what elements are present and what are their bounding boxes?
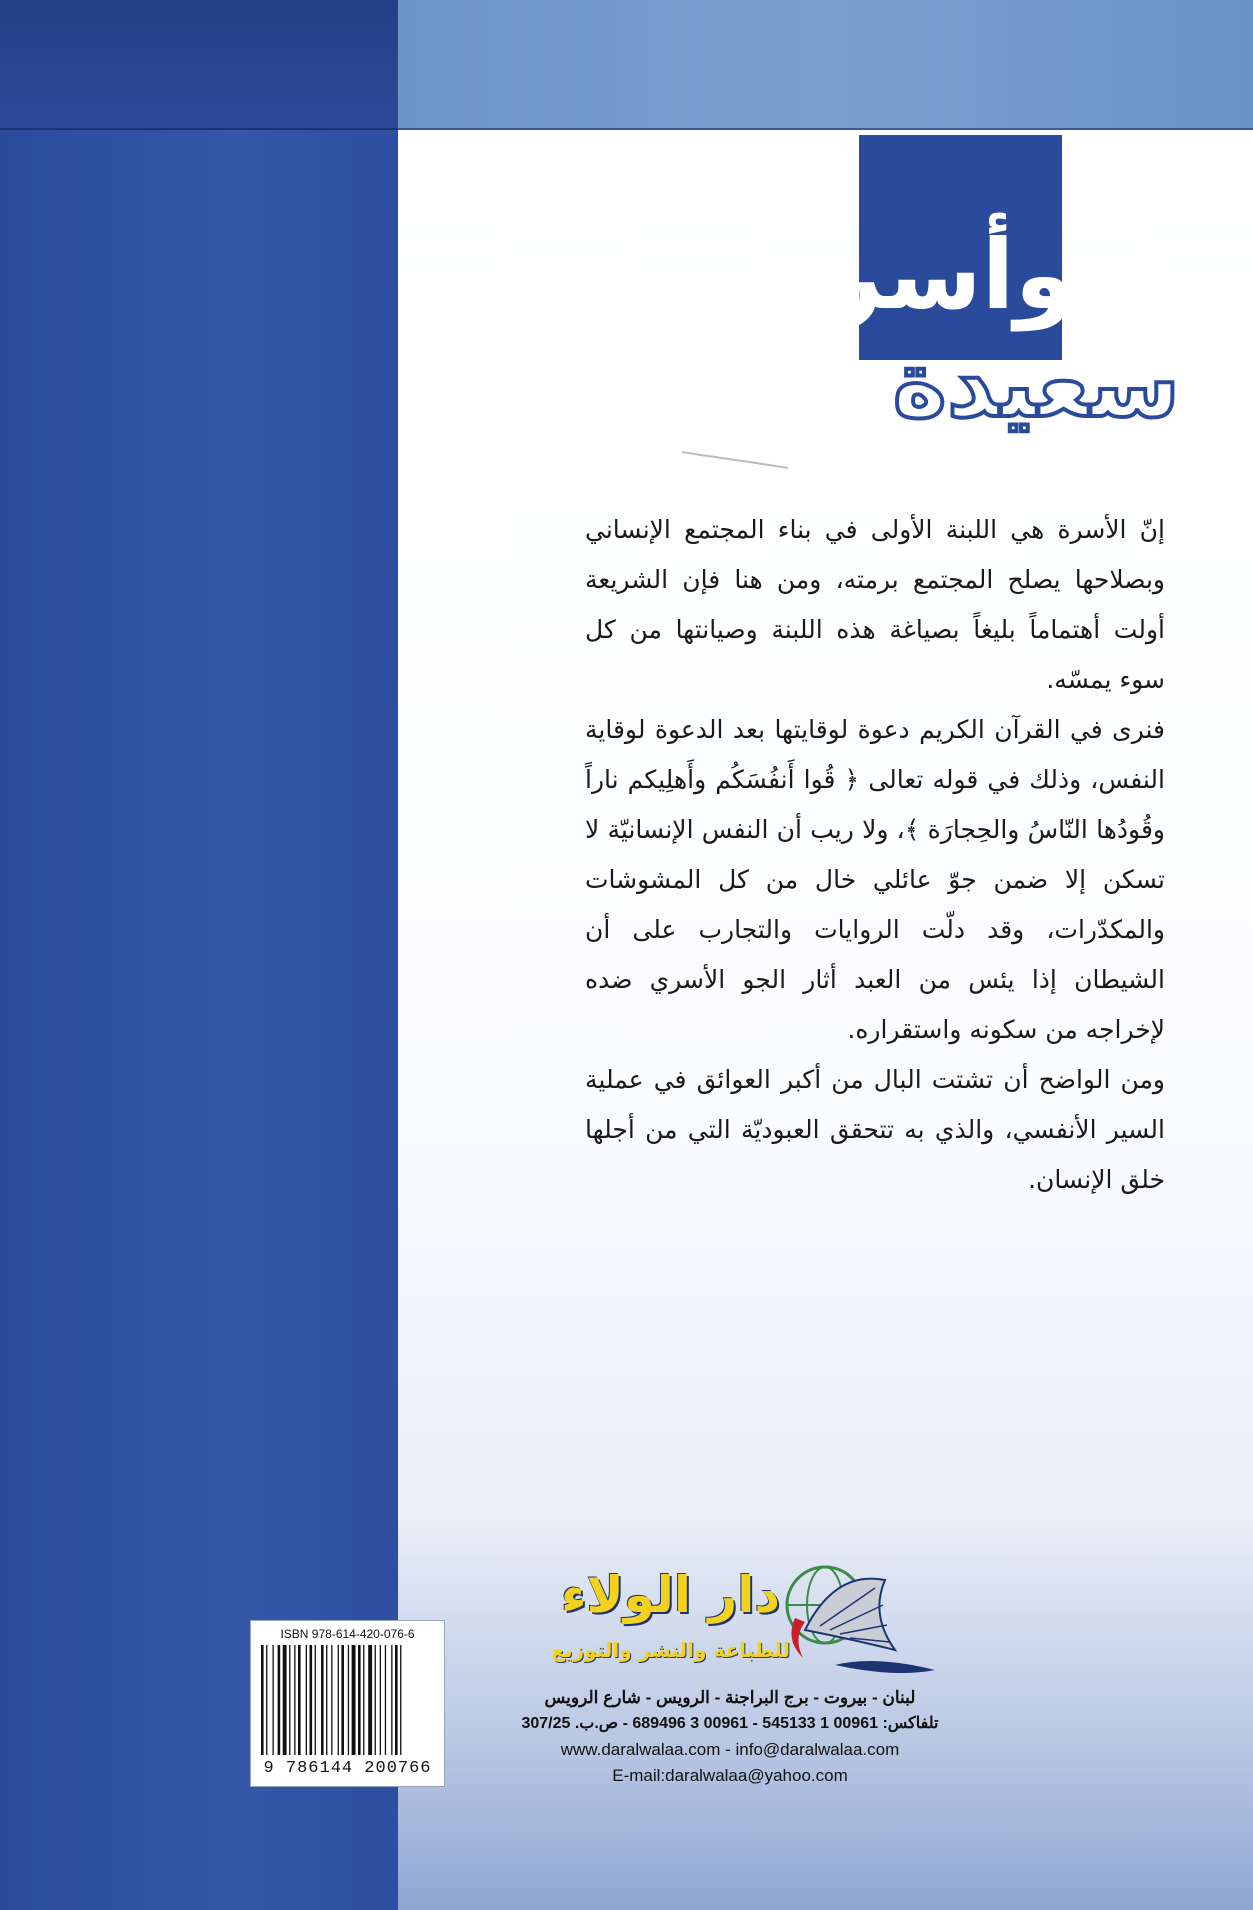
blurb-paragraph-1: إنّ الأسرة هي اللبنة الأولى في بناء المجتمع الإنساني وبصلاحها يصلح المجتمع برمته، ومن هنا فإن الشريعة أولت أهتماماً بليغاً بصياغة هذه اللبنة وصيانتها من كل سوء يمسّه. xyxy=(585,515,1165,694)
publisher-subtitle: للطباعة والنشر والتوزيع xyxy=(551,1638,790,1662)
blurb-text xyxy=(585,505,1165,1205)
title-word-nahw: نحو xyxy=(1014,219,1180,331)
title-word-usra: أسرة xyxy=(770,219,1015,331)
publisher-email: E-mail:daralwalaa@yahoo.com xyxy=(612,1766,848,1785)
book-title-line-1 xyxy=(770,215,1180,335)
top-band-light xyxy=(398,0,1253,130)
publisher-name: دار الولاء xyxy=(560,1566,780,1624)
isbn-barcode xyxy=(250,1620,445,1787)
isbn-label: ISBN 978-614-420-076-6 xyxy=(280,1627,415,1641)
publisher-website: www.daralwalaa.com - info@daralwalaa.com xyxy=(560,1740,900,1759)
publisher-address: لبنان - بيروت - برج البراجنة - الرويس - شارع الرويس xyxy=(544,1688,916,1707)
blurb-paragraph-2: فنرى في القرآن الكريم دعوة لوقايتها بعد الدعوة لوقاية النفس، وذلك في قوله تعالى ﴿ قُوا أَنفُسَكُم وأَهلِيكم ناراً وقُودُها النّاسُ والحِجارَة ﴾، ولا ريب أن النفس الإنسانيّة لا تسكن إلا ضمن جوّ عائلي خال من كل المشوشات والمكدّرات، وقد دلّت الروايات والتجارب على أن الشيطان إذا يئس من العبد أثار الجو الأسري ضده لإخراجه من سكونه واستقراره. xyxy=(585,715,1165,1044)
isbn-digits: 9 786144 200766 xyxy=(263,1759,432,1778)
publisher-contact-block xyxy=(505,1685,955,1789)
top-band-dark xyxy=(0,0,398,130)
book-title-line-2: سعيدة xyxy=(892,331,1180,438)
publisher-logo-icon xyxy=(775,1560,940,1690)
publisher-phone: تلفاكس: 00961 1 545133 - 00961 3 689496 - ص.ب. 307/25 xyxy=(521,1715,939,1732)
decorative-brush-stroke xyxy=(680,440,790,470)
barcode-bars-icon xyxy=(259,1645,436,1755)
blurb-paragraph-3: ومن الواضح أن تشتت البال من أكبر العوائق في عملية السير الأنفسي، والذي به تتحقق العبوديّة التي من أجلها خلق الإنسان. xyxy=(585,1065,1165,1194)
